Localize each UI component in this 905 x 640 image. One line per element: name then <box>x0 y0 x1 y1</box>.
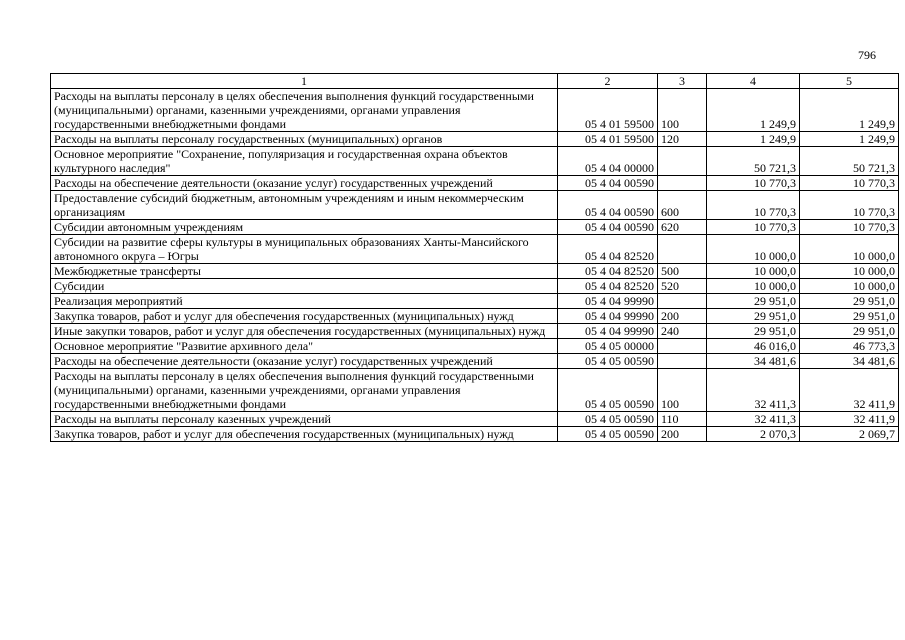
amount-cell: 10 000,0 <box>707 279 800 294</box>
expense-type-cell: 240 <box>658 324 707 339</box>
target-code-cell: 05 4 01 59500 <box>558 89 658 132</box>
expense-name-cell: Субсидии <box>51 279 558 294</box>
table-row <box>51 309 899 324</box>
expense-name-cell: Основное мероприятие "Сохранение, популяризация и государственная охрана объектов культурного наследия" <box>51 147 558 176</box>
expense-name-cell: Закупка товаров, работ и услуг для обеспечения государственных (муниципальных) нужд <box>51 427 558 442</box>
expense-type-cell <box>658 339 707 354</box>
amount-cell: 29 951,0 <box>707 324 800 339</box>
expense-name-cell: Расходы на обеспечение деятельности (оказание услуг) государственных учреждений <box>51 176 558 191</box>
table-row <box>51 369 899 412</box>
expense-type-cell: 620 <box>658 220 707 235</box>
amount-cell: 32 411,9 <box>800 369 899 412</box>
table-row <box>51 264 899 279</box>
amount-cell: 46 016,0 <box>707 339 800 354</box>
expense-name-cell: Субсидии на развитие сферы культуры в муниципальных образованиях Ханты-Мансийского автономного округа – Югры <box>51 235 558 264</box>
target-code-cell: 05 4 01 59500 <box>558 132 658 147</box>
column-header: 1 <box>51 74 558 89</box>
expense-type-cell: 110 <box>658 412 707 427</box>
amount-cell: 32 411,9 <box>800 412 899 427</box>
target-code-cell: 05 4 04 82520 <box>558 235 658 264</box>
target-code-cell: 05 4 04 82520 <box>558 264 658 279</box>
table-row <box>51 279 899 294</box>
table-row <box>51 412 899 427</box>
column-header: 3 <box>658 74 707 89</box>
amount-cell: 34 481,6 <box>707 354 800 369</box>
target-code-cell: 05 4 04 00590 <box>558 220 658 235</box>
expense-name-cell: Расходы на выплаты персоналу в целях обеспечения выполнения функций государственными (муниципальными) органами, казенными учреждениями, органами управления государственными внебюджетными фондами <box>51 369 558 412</box>
expense-type-cell <box>658 294 707 309</box>
expense-type-cell: 520 <box>658 279 707 294</box>
amount-cell: 29 951,0 <box>800 324 899 339</box>
column-header: 5 <box>800 74 899 89</box>
target-code-cell: 05 4 04 99990 <box>558 324 658 339</box>
table-row <box>51 294 899 309</box>
expense-name-cell: Расходы на выплаты персоналу казенных учреждений <box>51 412 558 427</box>
amount-cell: 10 000,0 <box>707 235 800 264</box>
amount-cell: 50 721,3 <box>707 147 800 176</box>
amount-cell: 10 770,3 <box>707 220 800 235</box>
expense-type-cell <box>658 147 707 176</box>
table-header-row <box>51 74 899 89</box>
expense-type-cell: 200 <box>658 427 707 442</box>
expense-name-cell: Расходы на обеспечение деятельности (оказание услуг) государственных учреждений <box>51 354 558 369</box>
expense-name-cell: Расходы на выплаты персоналу в целях обеспечения выполнения функций государственными (муниципальными) органами, казенными учреждениями, органами управления государственными внебюджетными фондами <box>51 89 558 132</box>
amount-cell: 1 249,9 <box>707 132 800 147</box>
table-row <box>51 132 899 147</box>
amount-cell: 10 000,0 <box>707 264 800 279</box>
target-code-cell: 05 4 05 00590 <box>558 369 658 412</box>
expense-name-cell: Закупка товаров, работ и услуг для обеспечения государственных (муниципальных) нужд <box>51 309 558 324</box>
amount-cell: 10 000,0 <box>800 279 899 294</box>
table-row <box>51 354 899 369</box>
amount-cell: 10 000,0 <box>800 264 899 279</box>
page-number: 796 <box>858 48 876 62</box>
table-row <box>51 89 899 132</box>
column-header: 4 <box>707 74 800 89</box>
expense-type-cell: 100 <box>658 89 707 132</box>
amount-cell: 10 770,3 <box>800 191 899 220</box>
expense-name-cell: Межбюджетные трансферты <box>51 264 558 279</box>
expense-type-cell <box>658 176 707 191</box>
amount-cell: 2 069,7 <box>800 427 899 442</box>
target-code-cell: 05 4 05 00000 <box>558 339 658 354</box>
target-code-cell: 05 4 04 99990 <box>558 309 658 324</box>
amount-cell: 10 000,0 <box>800 235 899 264</box>
target-code-cell: 05 4 05 00590 <box>558 354 658 369</box>
expense-name-cell: Предоставление субсидий бюджетным, автономным учреждениям и иным некоммерческим организациям <box>51 191 558 220</box>
amount-cell: 10 770,3 <box>707 191 800 220</box>
expense-name-cell: Основное мероприятие "Развитие архивного дела" <box>51 339 558 354</box>
amount-cell: 10 770,3 <box>707 176 800 191</box>
target-code-cell: 05 4 04 82520 <box>558 279 658 294</box>
amount-cell: 29 951,0 <box>800 294 899 309</box>
amount-cell: 1 249,9 <box>707 89 800 132</box>
amount-cell: 34 481,6 <box>800 354 899 369</box>
expense-type-cell <box>658 235 707 264</box>
table-row <box>51 220 899 235</box>
target-code-cell: 05 4 05 00590 <box>558 427 658 442</box>
target-code-cell: 05 4 04 99990 <box>558 294 658 309</box>
expense-type-cell <box>658 354 707 369</box>
amount-cell: 32 411,3 <box>707 369 800 412</box>
amount-cell: 10 770,3 <box>800 176 899 191</box>
column-header: 2 <box>558 74 658 89</box>
expense-type-cell: 120 <box>658 132 707 147</box>
table-row <box>51 147 899 176</box>
amount-cell: 29 951,0 <box>800 309 899 324</box>
expense-type-cell: 600 <box>658 191 707 220</box>
amount-cell: 50 721,3 <box>800 147 899 176</box>
table-row <box>51 324 899 339</box>
amount-cell: 29 951,0 <box>707 309 800 324</box>
table-row <box>51 191 899 220</box>
expense-type-cell: 200 <box>658 309 707 324</box>
expense-name-cell: Реализация мероприятий <box>51 294 558 309</box>
amount-cell: 29 951,0 <box>707 294 800 309</box>
table-row <box>51 176 899 191</box>
table-row <box>51 235 899 264</box>
amount-cell: 2 070,3 <box>707 427 800 442</box>
expense-type-cell: 100 <box>658 369 707 412</box>
expense-name-cell: Субсидии автономным учреждениям <box>51 220 558 235</box>
target-code-cell: 05 4 04 00590 <box>558 176 658 191</box>
expense-type-cell: 500 <box>658 264 707 279</box>
amount-cell: 32 411,3 <box>707 412 800 427</box>
expense-name-cell: Иные закупки товаров, работ и услуг для обеспечения государственных (муниципальных) нужд <box>51 324 558 339</box>
target-code-cell: 05 4 04 00590 <box>558 191 658 220</box>
expense-name-cell: Расходы на выплаты персоналу государственных (муниципальных) органов <box>51 132 558 147</box>
amount-cell: 46 773,3 <box>800 339 899 354</box>
target-code-cell: 05 4 05 00590 <box>558 412 658 427</box>
amount-cell: 1 249,9 <box>800 89 899 132</box>
budget-table <box>50 73 899 442</box>
amount-cell: 10 770,3 <box>800 220 899 235</box>
target-code-cell: 05 4 04 00000 <box>558 147 658 176</box>
table-row <box>51 339 899 354</box>
amount-cell: 1 249,9 <box>800 132 899 147</box>
table-row <box>51 427 899 442</box>
